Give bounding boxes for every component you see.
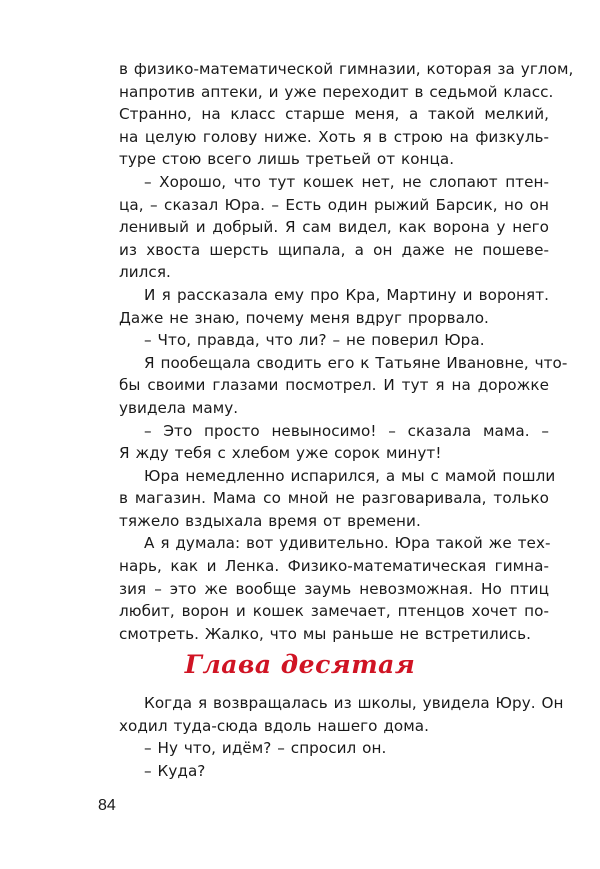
text-line: ца, – сказал Юра. – Есть один рыжий Барсик, но он: [119, 195, 549, 214]
paragraph: [94, 532, 549, 645]
text-line: – Что, правда, что ли? – не поверил Юра.: [144, 331, 485, 350]
paragraph: [94, 420, 549, 465]
text-line: Странно, на класс старше меня, а такой мелкий,: [119, 105, 549, 124]
text-line: ленивый и добрый. Я сам видел, как ворона у него: [119, 218, 549, 237]
text-line: тяжело вздыхала время от времени.: [119, 511, 421, 530]
text-line: туре стою всего лишь третьей от конца.: [119, 150, 455, 169]
text-line: – Хорошо, что тут кошек нет, не слопают птен-: [144, 172, 549, 191]
text-line: – Это просто невыносимо! – сказала мама. –: [144, 421, 549, 440]
text-line: Я пообещала сводить его к Татьяне Ивановне, что-: [144, 353, 568, 372]
text-line: Я жду тебя с хлебом уже сорок минут!: [119, 444, 442, 463]
text-line: зия – это же вообще заумь невозможная. Но птиц: [119, 579, 549, 598]
paragraph: [94, 171, 549, 284]
body-text-section-2: [94, 692, 564, 782]
text-line: в магазин. Мама со мной не разговаривала, только: [119, 489, 549, 508]
page-number: 84: [98, 797, 116, 814]
text-line: Даже не знаю, почему меня вдруг прорвало.: [119, 308, 489, 327]
text-line: напротив аптеки, и уже переходит в седьмой класс.: [119, 82, 554, 101]
chapter-title: Глава десятая: [184, 650, 416, 679]
text-line: на целую голову ниже. Хоть я в строю на физкуль-: [119, 127, 549, 146]
text-line: лился.: [119, 263, 171, 282]
paragraph: [94, 352, 568, 420]
body-text-section-1: [94, 58, 574, 645]
text-line: бы своими глазами посмотрел. И тут я на дорожке: [119, 376, 549, 395]
text-line: Юра немедленно испарился, а мы с мамой пошли: [144, 466, 556, 485]
text-line: И я рассказала ему про Кра, Мартину и воронят.: [144, 285, 549, 304]
text-line: из хвоста шерсть щипала, а он даже не пошеве-: [119, 240, 549, 259]
text-line: в физико-математической гимназии, которая за углом,: [119, 60, 574, 78]
text-line: А я думала: вот удивительно. Юра такой же тех-: [144, 534, 551, 553]
text-line: – Куда?: [144, 761, 206, 780]
paragraph: [94, 329, 549, 352]
text-line: ходил туда-сюда вдоль нашего дома.: [119, 716, 429, 735]
text-line: увидела маму.: [119, 398, 239, 417]
text-line: смотреть. Жалко, что мы раньше не встретились.: [119, 624, 531, 643]
text-line: любит, ворон и кошек замечает, птенцов хочет по-: [119, 602, 549, 621]
paragraph: [94, 465, 556, 533]
text-line: – Ну что, идём? – спросил он.: [144, 739, 387, 758]
paragraph: [94, 58, 574, 171]
paragraph: [94, 692, 564, 737]
paragraph: [94, 737, 549, 760]
paragraph: [94, 760, 549, 783]
text-line: нарь, как и Ленка. Физико-математическая гимна-: [119, 557, 549, 576]
paragraph: [94, 284, 549, 329]
text-line: Когда я возвращалась из школы, увидела Юру. Он: [144, 694, 564, 712]
